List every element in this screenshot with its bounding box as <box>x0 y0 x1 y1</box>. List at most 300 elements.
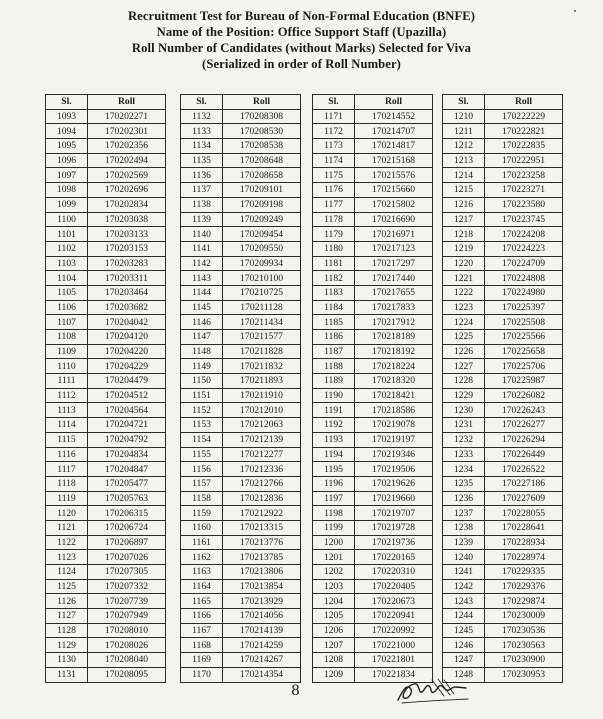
table-row <box>443 330 563 345</box>
cell-sl: 1109 <box>46 344 88 359</box>
cell-roll: 170219626 <box>355 476 433 491</box>
cell-roll: 170225987 <box>485 374 563 389</box>
cell-roll: 170214139 <box>223 623 301 638</box>
table-row <box>313 124 433 139</box>
table-row <box>46 183 166 198</box>
cell-roll: 170219197 <box>355 432 433 447</box>
table-row <box>181 139 301 154</box>
cell-roll: 170220310 <box>355 565 433 580</box>
cell-sl: 1243 <box>443 594 485 609</box>
table-row <box>443 256 563 271</box>
cell-roll: 170207026 <box>88 550 166 565</box>
cell-roll: 170208538 <box>223 139 301 154</box>
header-line-title: Recruitment Test for Bureau of Non-Formal Education (BNFE) <box>127 9 476 23</box>
cell-sl: 1242 <box>443 579 485 594</box>
table-row <box>313 109 433 124</box>
cell-sl: 1162 <box>181 550 223 565</box>
table-row <box>46 256 166 271</box>
cell-sl: 1125 <box>46 579 88 594</box>
cell-sl: 1175 <box>313 168 355 183</box>
cell-roll: 170212139 <box>223 432 301 447</box>
cell-roll: 170221000 <box>355 638 433 653</box>
table-row <box>443 359 563 374</box>
table-row <box>181 520 301 535</box>
cell-sl: 1246 <box>443 638 485 653</box>
cell-roll: 170202569 <box>88 168 166 183</box>
cell-roll: 170206897 <box>88 535 166 550</box>
cell-sl: 1232 <box>443 432 485 447</box>
column-header-sl: Sl. <box>181 95 223 110</box>
cell-roll: 170204721 <box>88 418 166 433</box>
cell-roll: 170213806 <box>223 565 301 580</box>
cell-sl: 1244 <box>443 609 485 624</box>
table-row <box>443 520 563 535</box>
cell-roll: 170217655 <box>355 285 433 300</box>
cell-sl: 1159 <box>181 506 223 521</box>
cell-sl: 1195 <box>313 462 355 477</box>
cell-sl: 1149 <box>181 359 223 374</box>
cell-sl: 1148 <box>181 344 223 359</box>
table-row <box>313 579 433 594</box>
cell-roll: 170224709 <box>485 256 563 271</box>
cell-roll: 170229376 <box>485 579 563 594</box>
cell-sl: 1100 <box>46 212 88 227</box>
cell-sl: 1202 <box>313 565 355 580</box>
table-row <box>181 374 301 389</box>
cell-roll: 170203682 <box>88 300 166 315</box>
table-row <box>443 491 563 506</box>
cell-roll: 170209454 <box>223 227 301 242</box>
cell-sl: 1226 <box>443 344 485 359</box>
table-row <box>443 374 563 389</box>
cell-roll: 170203464 <box>88 285 166 300</box>
table-row <box>181 667 301 682</box>
table-row <box>443 285 563 300</box>
cell-roll: 170209550 <box>223 241 301 256</box>
cell-sl: 1123 <box>46 550 88 565</box>
cell-roll: 170219660 <box>355 491 433 506</box>
table-row <box>313 491 433 506</box>
table-row <box>313 256 433 271</box>
cell-roll: 170204229 <box>88 359 166 374</box>
table-row <box>443 579 563 594</box>
table-row <box>181 330 301 345</box>
table-row <box>313 403 433 418</box>
cell-roll: 170230009 <box>485 609 563 624</box>
cell-roll: 170215576 <box>355 168 433 183</box>
cell-roll: 170228934 <box>485 535 563 550</box>
cell-roll: 170220992 <box>355 623 433 638</box>
cell-roll: 170215168 <box>355 153 433 168</box>
cell-roll: 170218189 <box>355 330 433 345</box>
table-row <box>46 447 166 462</box>
cell-sl: 1124 <box>46 565 88 580</box>
header-line-ordering: (Serialized in order of Roll Number) <box>202 57 401 71</box>
column-header-roll: Roll <box>223 95 301 110</box>
cell-sl: 1113 <box>46 403 88 418</box>
table-row <box>46 139 166 154</box>
table-row <box>443 418 563 433</box>
cell-roll: 170209101 <box>223 183 301 198</box>
cell-sl: 1117 <box>46 462 88 477</box>
cell-sl: 1173 <box>313 139 355 154</box>
cell-roll: 170213315 <box>223 520 301 535</box>
cell-roll: 170217297 <box>355 256 433 271</box>
cell-roll: 170203283 <box>88 256 166 271</box>
table-row <box>181 535 301 550</box>
table-row <box>313 462 433 477</box>
roll-tables <box>45 94 565 681</box>
cell-roll: 170230563 <box>485 638 563 653</box>
table-row <box>181 565 301 580</box>
table-header-row <box>443 95 563 110</box>
cell-roll: 170212277 <box>223 447 301 462</box>
cell-roll: 170208648 <box>223 153 301 168</box>
cell-roll: 170204479 <box>88 374 166 389</box>
table-row <box>181 388 301 403</box>
cell-sl: 1171 <box>313 109 355 124</box>
cell-sl: 1239 <box>443 535 485 550</box>
cell-sl: 1184 <box>313 300 355 315</box>
cell-roll: 170202271 <box>88 109 166 124</box>
cell-roll: 170223745 <box>485 212 563 227</box>
cell-sl: 1169 <box>181 653 223 668</box>
cell-roll: 170204834 <box>88 447 166 462</box>
table-row <box>443 241 563 256</box>
cell-sl: 1097 <box>46 168 88 183</box>
cell-sl: 1192 <box>313 418 355 433</box>
table-row <box>313 212 433 227</box>
table-row <box>443 388 563 403</box>
cell-roll: 170218320 <box>355 374 433 389</box>
table-row <box>181 550 301 565</box>
cell-roll: 170220405 <box>355 579 433 594</box>
table-row <box>181 271 301 286</box>
table-row <box>313 550 433 565</box>
table-row <box>313 153 433 168</box>
cell-sl: 1203 <box>313 579 355 594</box>
cell-sl: 1236 <box>443 491 485 506</box>
cell-sl: 1145 <box>181 300 223 315</box>
table-row <box>46 579 166 594</box>
cell-roll: 170228055 <box>485 506 563 521</box>
table-row <box>443 109 563 124</box>
cell-roll: 170224980 <box>485 285 563 300</box>
cell-sl: 1223 <box>443 300 485 315</box>
cell-roll: 170213785 <box>223 550 301 565</box>
cell-roll: 170212010 <box>223 403 301 418</box>
table-row <box>443 565 563 580</box>
table-row <box>181 491 301 506</box>
cell-sl: 1207 <box>313 638 355 653</box>
table-row <box>46 388 166 403</box>
table-row <box>181 227 301 242</box>
cell-roll: 170204120 <box>88 330 166 345</box>
table-row <box>181 462 301 477</box>
cell-roll: 170217912 <box>355 315 433 330</box>
table-row <box>443 197 563 212</box>
cell-roll: 170227609 <box>485 491 563 506</box>
table-row <box>181 594 301 609</box>
table-row <box>443 344 563 359</box>
cell-roll: 170216690 <box>355 212 433 227</box>
cell-sl: 1158 <box>181 491 223 506</box>
cell-roll: 170230536 <box>485 623 563 638</box>
table-row <box>443 653 563 668</box>
cell-sl: 1157 <box>181 476 223 491</box>
table-row <box>443 535 563 550</box>
cell-roll: 170211828 <box>223 344 301 359</box>
cell-sl: 1205 <box>313 609 355 624</box>
cell-sl: 1110 <box>46 359 88 374</box>
cell-roll: 170227186 <box>485 476 563 491</box>
cell-sl: 1107 <box>46 315 88 330</box>
cell-roll: 170207949 <box>88 609 166 624</box>
cell-sl: 1177 <box>313 197 355 212</box>
cell-sl: 1212 <box>443 139 485 154</box>
cell-sl: 1136 <box>181 168 223 183</box>
cell-roll: 170209934 <box>223 256 301 271</box>
cell-sl: 1128 <box>46 623 88 638</box>
document-header <box>0 8 603 72</box>
table-row <box>46 153 166 168</box>
cell-sl: 1142 <box>181 256 223 271</box>
cell-sl: 1147 <box>181 330 223 345</box>
table-row <box>181 124 301 139</box>
cell-roll: 170218224 <box>355 359 433 374</box>
table-row <box>313 227 433 242</box>
cell-roll: 170226294 <box>485 432 563 447</box>
cell-sl: 1118 <box>46 476 88 491</box>
cell-roll: 170208530 <box>223 124 301 139</box>
cell-roll: 170224808 <box>485 271 563 286</box>
cell-sl: 1161 <box>181 535 223 550</box>
cell-roll: 170214354 <box>223 667 301 682</box>
table-row <box>181 168 301 183</box>
table-row <box>181 579 301 594</box>
table-row <box>443 153 563 168</box>
table-row <box>181 285 301 300</box>
cell-sl: 1215 <box>443 183 485 198</box>
cell-roll: 170212336 <box>223 462 301 477</box>
cell-roll: 170226449 <box>485 447 563 462</box>
cell-sl: 1201 <box>313 550 355 565</box>
cell-sl: 1101 <box>46 227 88 242</box>
table-row <box>46 667 166 682</box>
table-row <box>313 506 433 521</box>
cell-sl: 1181 <box>313 256 355 271</box>
cell-roll: 170229874 <box>485 594 563 609</box>
cell-sl: 1248 <box>443 667 485 682</box>
table-row <box>181 359 301 374</box>
table-row <box>181 212 301 227</box>
cell-sl: 1096 <box>46 153 88 168</box>
table-row <box>181 638 301 653</box>
cell-roll: 170215802 <box>355 197 433 212</box>
cell-roll: 170215660 <box>355 183 433 198</box>
cell-sl: 1224 <box>443 315 485 330</box>
cell-sl: 1104 <box>46 271 88 286</box>
cell-roll: 170217833 <box>355 300 433 315</box>
cell-roll: 170210100 <box>223 271 301 286</box>
table-row <box>46 168 166 183</box>
cell-roll: 170217123 <box>355 241 433 256</box>
cell-sl: 1133 <box>181 124 223 139</box>
table-row <box>443 594 563 609</box>
cell-roll: 170226082 <box>485 388 563 403</box>
cell-sl: 1189 <box>313 374 355 389</box>
table-row <box>46 520 166 535</box>
table-row <box>46 623 166 638</box>
cell-sl: 1151 <box>181 388 223 403</box>
table-row <box>313 285 433 300</box>
cell-sl: 1235 <box>443 476 485 491</box>
cell-roll: 170219346 <box>355 447 433 462</box>
table-row <box>46 462 166 477</box>
cell-roll: 170222821 <box>485 124 563 139</box>
cell-sl: 1112 <box>46 388 88 403</box>
cell-roll: 170206315 <box>88 506 166 521</box>
table-row <box>313 359 433 374</box>
cell-sl: 1225 <box>443 330 485 345</box>
cell-roll: 170214707 <box>355 124 433 139</box>
cell-roll: 170209198 <box>223 197 301 212</box>
table-row <box>313 168 433 183</box>
table-row <box>46 359 166 374</box>
column-header-roll: Roll <box>485 95 563 110</box>
header-line-description: Roll Number of Candidates (without Marks) Selected for Viva <box>131 41 472 55</box>
cell-roll: 170211910 <box>223 388 301 403</box>
cell-roll: 170214056 <box>223 609 301 624</box>
cell-sl: 1209 <box>313 667 355 682</box>
cell-roll: 170212766 <box>223 476 301 491</box>
cell-sl: 1237 <box>443 506 485 521</box>
cell-sl: 1230 <box>443 403 485 418</box>
table-row <box>313 476 433 491</box>
cell-roll: 170216971 <box>355 227 433 242</box>
cell-roll: 170218421 <box>355 388 433 403</box>
table-row <box>181 153 301 168</box>
cell-sl: 1138 <box>181 197 223 212</box>
table-row <box>46 330 166 345</box>
signature-icon <box>392 670 472 708</box>
cell-sl: 1196 <box>313 476 355 491</box>
cell-roll: 170203311 <box>88 271 166 286</box>
cell-sl: 1190 <box>313 388 355 403</box>
cell-roll: 170226277 <box>485 418 563 433</box>
cell-sl: 1103 <box>46 256 88 271</box>
table-row <box>443 168 563 183</box>
cell-sl: 1135 <box>181 153 223 168</box>
table-row <box>443 227 563 242</box>
cell-roll: 170212063 <box>223 418 301 433</box>
table-row <box>443 271 563 286</box>
cell-sl: 1193 <box>313 432 355 447</box>
table-row <box>443 506 563 521</box>
cell-roll: 170230900 <box>485 653 563 668</box>
cell-roll: 170210725 <box>223 285 301 300</box>
cell-roll: 170221834 <box>355 667 433 682</box>
cell-sl: 1155 <box>181 447 223 462</box>
table-row <box>181 241 301 256</box>
cell-roll: 170223271 <box>485 183 563 198</box>
table-header-row <box>46 95 166 110</box>
cell-roll: 170208308 <box>223 109 301 124</box>
cell-sl: 1121 <box>46 520 88 535</box>
table-row <box>443 315 563 330</box>
column-header-sl: Sl. <box>313 95 355 110</box>
cell-roll: 170225706 <box>485 359 563 374</box>
table-row <box>181 197 301 212</box>
cell-roll: 170203133 <box>88 227 166 242</box>
cell-roll: 170214817 <box>355 139 433 154</box>
cell-sl: 1098 <box>46 183 88 198</box>
cell-roll: 170222951 <box>485 153 563 168</box>
cell-sl: 1234 <box>443 462 485 477</box>
table-row <box>46 609 166 624</box>
cell-roll: 170217440 <box>355 271 433 286</box>
cell-roll: 170208010 <box>88 623 166 638</box>
table-row <box>443 623 563 638</box>
table-row <box>443 403 563 418</box>
table-row <box>313 241 433 256</box>
cell-sl: 1099 <box>46 197 88 212</box>
cell-sl: 1102 <box>46 241 88 256</box>
table-row <box>46 241 166 256</box>
table-row <box>443 183 563 198</box>
column-header-roll: Roll <box>355 95 433 110</box>
cell-roll: 170211577 <box>223 330 301 345</box>
cell-roll: 170202301 <box>88 124 166 139</box>
cell-roll: 170225658 <box>485 344 563 359</box>
cell-roll: 170221801 <box>355 653 433 668</box>
cell-sl: 1094 <box>46 124 88 139</box>
table-row <box>313 638 433 653</box>
cell-roll: 170203153 <box>88 241 166 256</box>
cell-roll: 170202834 <box>88 197 166 212</box>
table-row <box>313 594 433 609</box>
cell-sl: 1176 <box>313 183 355 198</box>
cell-roll: 170214259 <box>223 638 301 653</box>
table-row <box>46 506 166 521</box>
cell-sl: 1163 <box>181 565 223 580</box>
cell-sl: 1168 <box>181 638 223 653</box>
cell-sl: 1108 <box>46 330 88 345</box>
cell-sl: 1218 <box>443 227 485 242</box>
cell-roll: 170204564 <box>88 403 166 418</box>
table-row <box>181 447 301 462</box>
table-row <box>46 227 166 242</box>
cell-sl: 1114 <box>46 418 88 433</box>
cell-sl: 1115 <box>46 432 88 447</box>
cell-roll: 170207739 <box>88 594 166 609</box>
cell-sl: 1220 <box>443 256 485 271</box>
cell-sl: 1183 <box>313 285 355 300</box>
table-row <box>46 432 166 447</box>
cell-roll: 170204792 <box>88 432 166 447</box>
cell-roll: 170225566 <box>485 330 563 345</box>
cell-sl: 1219 <box>443 241 485 256</box>
table-row <box>313 330 433 345</box>
table-row <box>313 388 433 403</box>
cell-sl: 1191 <box>313 403 355 418</box>
table-row <box>313 183 433 198</box>
table-row <box>46 418 166 433</box>
cell-sl: 1132 <box>181 109 223 124</box>
cell-sl: 1198 <box>313 506 355 521</box>
cell-roll: 170222835 <box>485 139 563 154</box>
table-row <box>181 183 301 198</box>
